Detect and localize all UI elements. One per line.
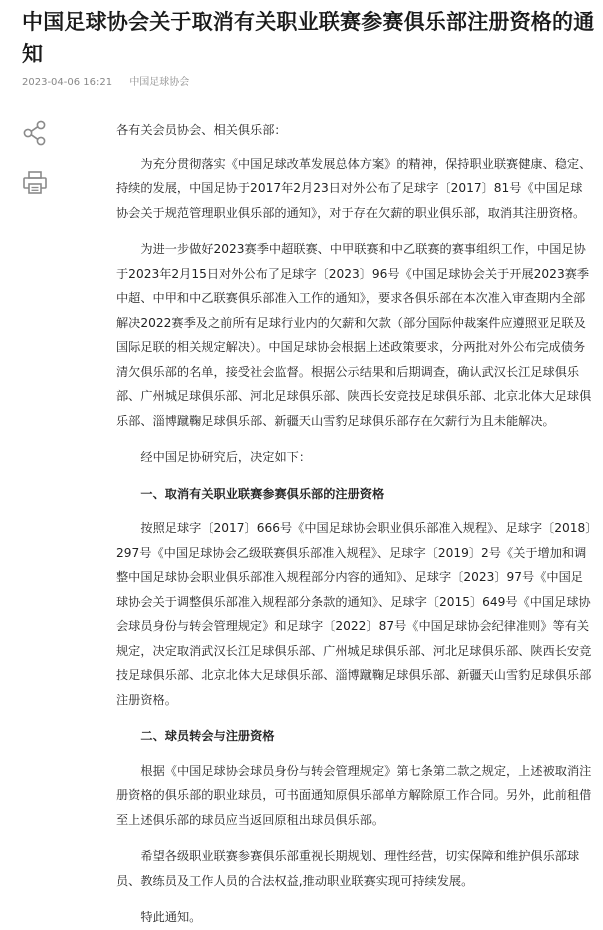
paragraph-3: 经中国足协研究后，决定如下：	[140, 450, 312, 464]
paragraph-1: 为充分贯彻落实《中国足球改革发展总体方案》的精神，保持职业联赛健康、稳定、持续的发展，中国足协于2017年2月23日对外公布了足球字〔2017〕81号《中国足球协会关于规范管理职业俱乐部的通知》，对于存在欠薪的职业俱乐部，取消其注册资格。	[116, 156, 592, 220]
source-link[interactable]: 中国足球协会	[129, 77, 190, 88]
closing-line: 特此通知。	[140, 910, 202, 924]
article-meta	[22, 76, 189, 90]
section-heading-2: 二、球员转会与注册资格	[140, 729, 275, 743]
share-icon[interactable]	[22, 120, 48, 146]
publish-date: 2023-04-06 16:21	[22, 77, 113, 88]
section-heading-1: 一、取消有关职业联赛参赛俱乐部的注册资格	[140, 486, 385, 501]
side-toolbar	[22, 120, 48, 220]
article-body	[116, 118, 592, 930]
print-icon[interactable]	[22, 170, 48, 196]
paragraph-4: 按照足球字〔2017〕666号《中国足球协会职业俱乐部准入规程》、足球字〔2018〕297号《中国足球协会乙级联赛俱乐部准入规程》、足球字〔2019〕2号《关于增加和调整中国足球协会职业俱乐部准入规程部分内容的通知》、足球字〔2023〕97号《中国足球协会关于调整俱乐部准入规程部分条款的通知》、足球字〔2015〕649号《中国足球协会球员身份与转会管理规定》和足球字〔2022〕87号《中国足球协会纪律准则》等有关规定，决定取消武汉长江足球俱乐部、广州城足球俱乐部、河北足球俱乐部、陕西长安竞技足球俱乐部、北京北体大足球俱乐部、淄博蹴鞠足球俱乐部、新疆天山雪豹足球俱乐部注册资格。	[116, 521, 592, 707]
paragraph-6: 希望各级职业联赛参赛俱乐部重视长期规划、理性经营，切实保障和维护俱乐部球员、教练员及工作人员的合法权益,推动职业联赛实现可持续发展。	[116, 849, 580, 888]
paragraph-5: 根据《中国足球协会球员身份与转会管理规定》第七条第二款之规定，上述被取消注册资格的俱乐部的职业球员，可书面通知原俱乐部单方解除原工作合同。另外，此前租借至上述俱乐部的球员应当返回原租出球员俱乐部。	[116, 763, 592, 827]
paragraph-2: 为进一步做好2023赛季中超联赛、中甲联赛和中乙联赛的赛事组织工作，中国足协于2023年2月15日对外公布了足球字〔2023〕96号《中国足球协会关于开展2023赛季中超、中甲和中乙联赛俱乐部准入工作的通知》，要求各俱乐部在本次准入审查期内全部解决2022赛季及之前所有足球行业内的欠薪和欠款（部分国际仲裁案件应遵照亚足联及国际足联的相关规定解决）。中国足球协会根据上述政策要求，分两批对外公布完成债务清欠俱乐部的名单，接受社会监督。根据公示结果和后期调查，确认武汉长江足球俱乐部、广州城足球俱乐部、河北足球俱乐部、陕西长安竞技足球俱乐部、北京北体大足球俱乐部、淄博蹴鞠足球俱乐部、新疆天山雪豹足球俱乐部存在欠薪行为且未能解决。	[116, 242, 592, 428]
article-title: 中国足球协会关于取消有关职业联赛参赛俱乐部注册资格的通知	[22, 10, 595, 66]
salutation: 各有关会员协会、相关俱乐部：	[116, 123, 287, 137]
